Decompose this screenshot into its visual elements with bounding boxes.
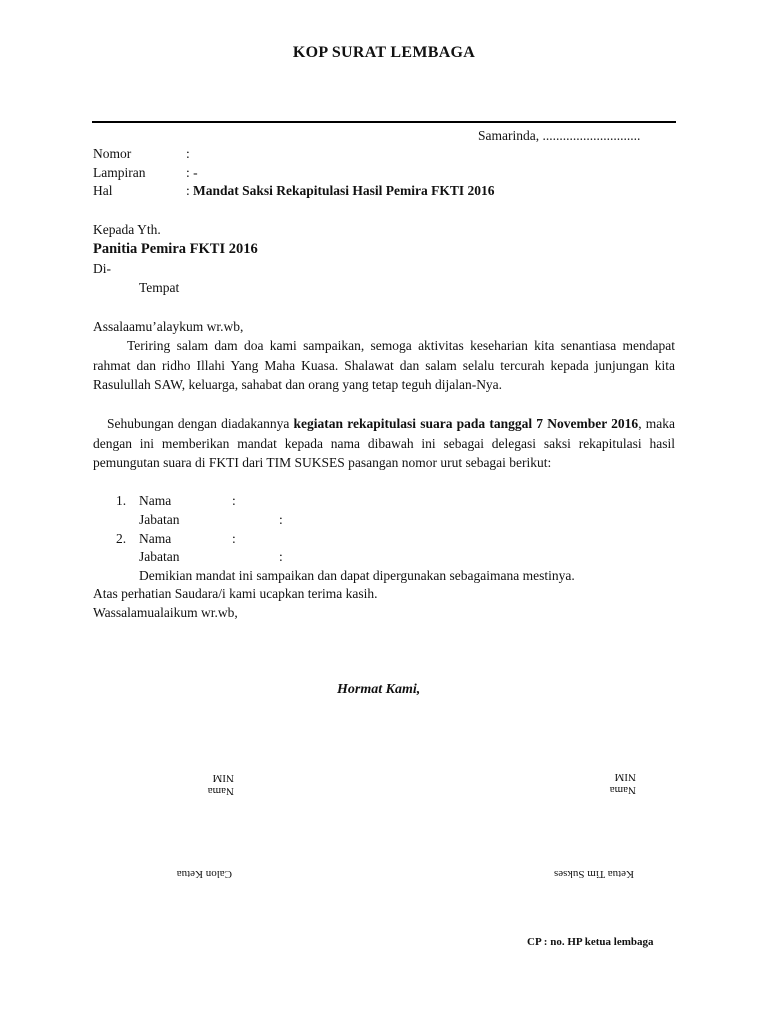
recipient-di: Di- (93, 261, 111, 276)
hal-label: Hal (93, 183, 113, 198)
nomor-label: Nomor (93, 146, 132, 161)
list-item-number: 1. (116, 493, 127, 508)
list-item-number: 2. (116, 531, 127, 546)
greeting: Assalaamu’alaykum wr.wb, (93, 319, 244, 334)
place-date: Samarinda, ............................. (478, 128, 641, 143)
list-item-jabatan-separator: : (279, 549, 283, 564)
signature-right-role: Ketua Tim Sukses (553, 868, 634, 880)
paragraph-mandate-rest: , maka dengan ini memberikan mandat kepada nama dibawah ini sebagai delegasi saksi rekapitulasi hasil pemungutan suara di FKTI dari TIM SUKSES pasangan nomor urut sebagai berikut: (93, 416, 675, 470)
hal-value: Mandat Saksi Rekapitulasi Hasil Pemira FKTI 2016 (193, 183, 495, 198)
recipient-name: Panitia Pemira FKTI 2016 (93, 241, 258, 257)
closing-salam: Wassalamualaikum wr.wb, (93, 605, 238, 620)
signature-left-name-block (198, 771, 234, 797)
list-item-nama-separator: : (232, 531, 236, 546)
paragraph-mandate-highlight: kegiatan rekapitulasi suara pada tanggal 7 November 2016 (293, 416, 639, 431)
list-item-jabatan-label: Jabatan (139, 512, 180, 527)
list-item-nama-label: Nama (139, 493, 172, 508)
hal-separator: : (186, 183, 190, 198)
recipient-tempat: Tempat (139, 280, 180, 295)
paragraph-opening: Teriring salam dam doa kami sampaikan, semoga aktivitas keseharian kita senantiasa mendapat rahmat dan ridho Illahi Yang Maha Kuasa. Shalawat dan salam selalu tercurah kepada junjungan kita Rasulullah SAW, keluarga, sahabat dan orang yang tetap teguh dijalan-Nya. (93, 338, 675, 392)
closing-statement: Demikian mandat ini sampaikan dan dapat dipergunakan sebagaimana mestinya. (139, 568, 575, 583)
list-item-jabatan-separator: : (279, 512, 283, 527)
list-item-nama-label: Nama (139, 531, 172, 546)
letterhead-title: KOP SURAT LEMBAGA (292, 44, 476, 61)
paragraph-mandate (93, 414, 675, 473)
signature-right-name-block (600, 770, 636, 796)
signature-left-nim: NIM (212, 772, 234, 784)
letterhead-divider (92, 121, 676, 123)
lampiran-value: : - (186, 165, 198, 180)
signature-right-nama: Nama (609, 784, 636, 796)
list-item-nama-separator: : (232, 493, 236, 508)
footer-contact: CP : no. HP ketua lembaga (527, 936, 654, 948)
nomor-separator: : (186, 146, 190, 161)
signature-left-nama: Nama (207, 785, 234, 797)
paragraph-mandate-lead: Sehubungan dengan diadakannya (107, 416, 294, 431)
signature-left-role: Calon Ketua (176, 868, 232, 880)
recipient-to: Kepada Yth. (93, 222, 161, 237)
signature-hormat: Hormat Kami, (337, 682, 421, 697)
list-item-jabatan-label: Jabatan (139, 549, 180, 564)
closing-thanks: Atas perhatian Saudara/i kami ucapkan terima kasih. (93, 586, 378, 601)
signature-right-nim: NIM (614, 771, 636, 783)
lampiran-label: Lampiran (93, 165, 146, 180)
